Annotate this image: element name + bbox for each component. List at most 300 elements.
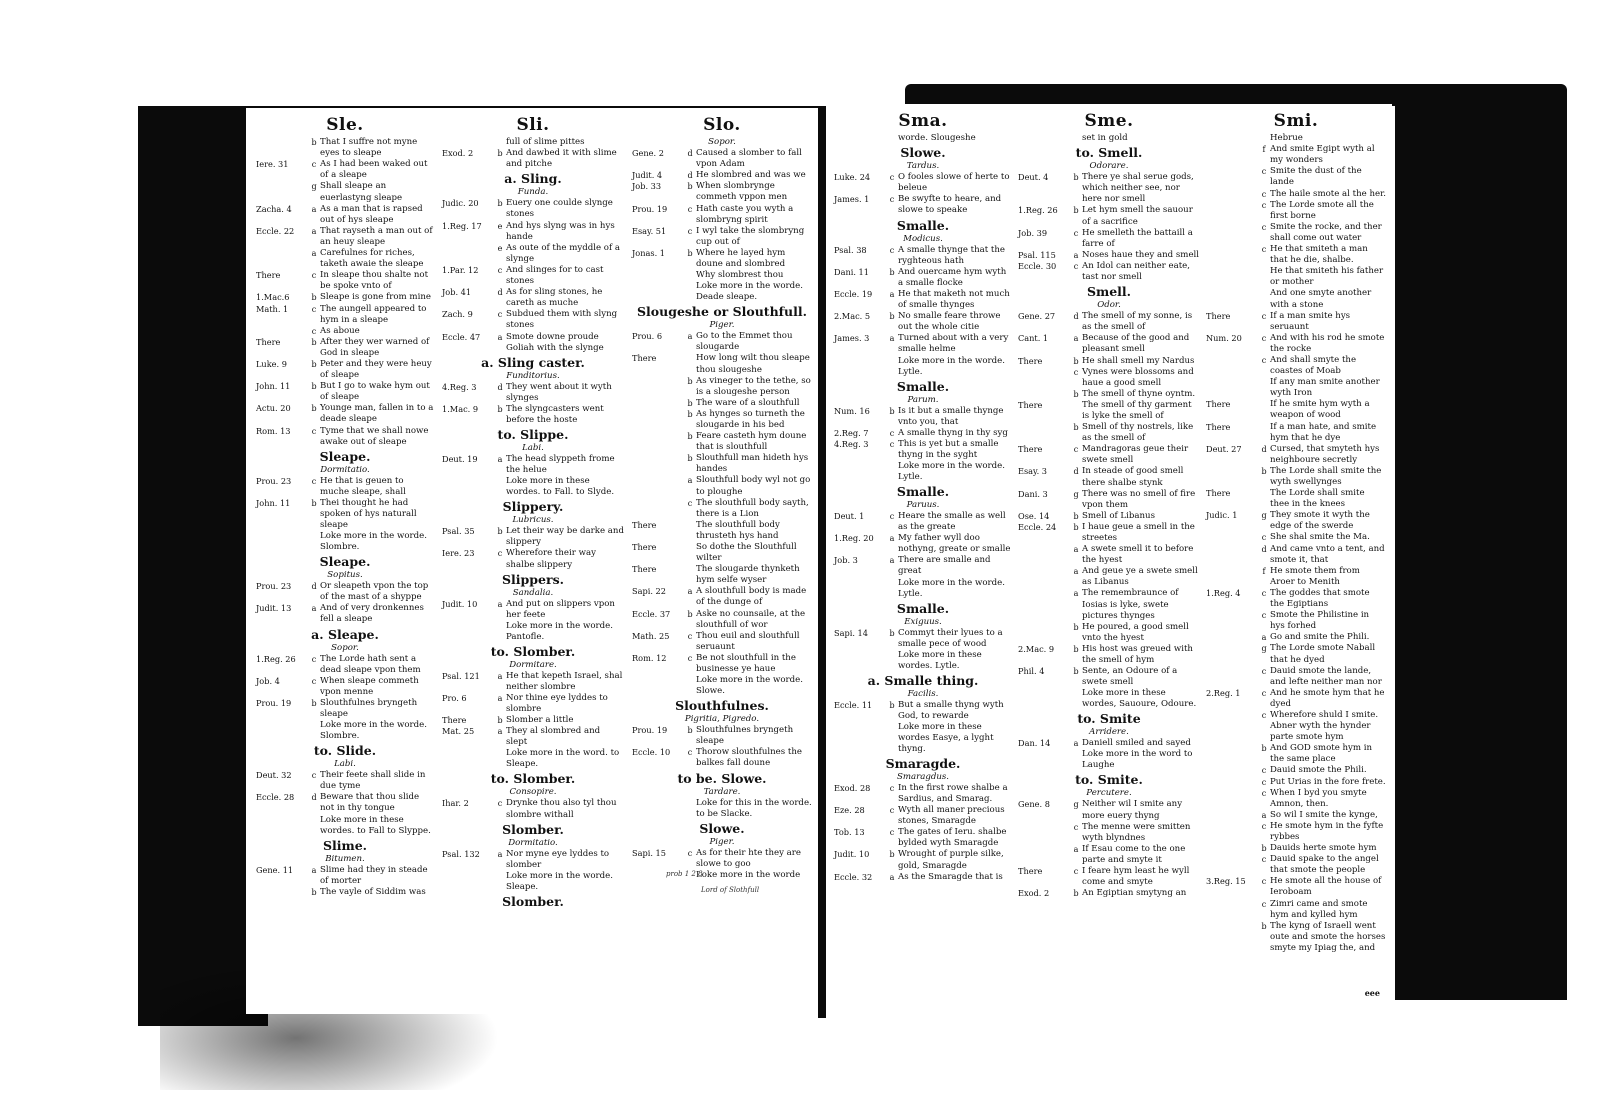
concordance-entry bbox=[834, 194, 1012, 216]
concordance-entry bbox=[834, 267, 1012, 289]
concordance-entry bbox=[1206, 743, 1386, 765]
concordance-entry bbox=[834, 805, 1012, 827]
entry-text: Smell of Libanus bbox=[1082, 510, 1155, 521]
verse-section-letter: b bbox=[1073, 622, 1079, 632]
verse-section-letter: c bbox=[889, 173, 895, 183]
latin-gloss: Parum. bbox=[907, 394, 939, 405]
entry-text: If any man smite another wyth Iron bbox=[1270, 377, 1380, 399]
concordance-entry bbox=[1018, 799, 1200, 821]
scripture-reference bbox=[1206, 899, 1258, 921]
entry-text: As vineger to the tethe, so is a slougeshe person bbox=[696, 375, 811, 397]
scripture-reference: There bbox=[632, 353, 657, 364]
verse-section-letter: c bbox=[1073, 228, 1079, 238]
verse-section-letter: b bbox=[687, 182, 693, 192]
verse-section-letter: b bbox=[687, 609, 693, 619]
entry-text: Smite the dust of the lande bbox=[1270, 166, 1362, 188]
scripture-reference: Exod. 28 bbox=[834, 782, 871, 793]
concordance-entry bbox=[1206, 200, 1386, 222]
verse-section-letter: c bbox=[497, 265, 503, 275]
concordance-entry bbox=[1018, 333, 1200, 355]
verse-section-letter: b bbox=[1261, 844, 1267, 854]
concordance-entry bbox=[256, 770, 434, 792]
latin-gloss: Sopor. bbox=[331, 642, 359, 653]
entry-text: That I suffre not myne eyes to sleape bbox=[320, 137, 418, 159]
scripture-reference bbox=[1206, 144, 1258, 166]
concordance-entry bbox=[1206, 710, 1386, 743]
verse-section-letter: a bbox=[889, 556, 895, 566]
concordance-entry bbox=[1206, 854, 1386, 876]
right-page bbox=[826, 104, 1392, 1004]
entry-text: The Lorde shall smite thee in the knees bbox=[1270, 488, 1365, 510]
entry-text: He slombred and was we bbox=[696, 170, 806, 181]
concordance-entry bbox=[834, 245, 1012, 267]
entry-text: No smalle feare throwe out the whole citie bbox=[898, 311, 1001, 333]
concordance-entry bbox=[1206, 444, 1386, 466]
concordance-entry bbox=[1018, 511, 1200, 522]
entry-text: A slouthfull body is made of the dunge of bbox=[696, 586, 807, 608]
scripture-reference bbox=[1206, 466, 1258, 488]
concordance-entry bbox=[442, 332, 624, 354]
concordance-entry bbox=[834, 783, 1012, 805]
scripture-reference: Gene. 11 bbox=[256, 864, 294, 875]
verse-section-letter: c bbox=[1261, 333, 1267, 343]
entry-text: And put on slippers vpon her feete bbox=[506, 598, 615, 620]
latin-gloss: Piger. bbox=[709, 320, 735, 331]
entry-text: He shall smell my Nardus bbox=[1082, 355, 1195, 366]
concordance-entry bbox=[442, 798, 624, 820]
verse-section-letter: c bbox=[889, 195, 895, 205]
scripture-reference bbox=[632, 376, 684, 398]
concordance-entry bbox=[256, 337, 434, 359]
scripture-reference: Psal. 38 bbox=[834, 244, 867, 255]
entry-text: Beware that thou slide not in thy tongue bbox=[320, 792, 420, 814]
entry-text: Daniell smiled and sayed bbox=[1082, 738, 1191, 749]
entry-text: He poured, a good smell vnto the hyest bbox=[1082, 621, 1189, 643]
verse-section-letter: c bbox=[497, 310, 503, 320]
entry-text: The head slyppeth frome the helue bbox=[506, 454, 615, 476]
entry-text: Smite the rocke, and ther shall come out water bbox=[1270, 221, 1382, 243]
verse-section-letter: c bbox=[889, 806, 895, 816]
scripture-reference: Judic. 20 bbox=[442, 198, 479, 209]
entry-text: Smell of thy nostrels, like as the smell of bbox=[1082, 422, 1194, 444]
concordance-entry bbox=[1018, 261, 1200, 283]
latin-gloss: Arridere. bbox=[1089, 727, 1129, 738]
headword: a. Sling caster. bbox=[481, 354, 585, 370]
verse-section-letter bbox=[1258, 399, 1270, 421]
concordance-entry bbox=[1018, 622, 1200, 644]
entry-text: Zimri came and smote hym and kylled hym bbox=[1270, 898, 1368, 920]
verse-section-letter: c bbox=[687, 204, 693, 214]
scripture-reference: Judit. 10 bbox=[834, 849, 870, 860]
entry-text: The smell of thy garment is lyke the smell of bbox=[1082, 399, 1192, 421]
scripture-reference: Deut. 4 bbox=[1018, 172, 1049, 183]
entry-text: His host was greued with the smell of hym bbox=[1082, 643, 1193, 666]
scripture-reference: 1.Reg. 26 bbox=[1018, 205, 1058, 216]
verse-section-letter: e bbox=[497, 221, 503, 231]
verse-section-letter: b bbox=[889, 406, 895, 416]
scripture-reference bbox=[632, 409, 684, 431]
scripture-reference: 1.Mac.6 bbox=[256, 292, 290, 303]
verse-section-letter: d bbox=[1073, 312, 1079, 322]
concordance-entry bbox=[1206, 144, 1386, 166]
entry-text: Dauid smote the Phili. bbox=[1270, 765, 1367, 776]
entry-text: As a man that is rapsed out of hys sleape bbox=[320, 203, 423, 225]
concordance-entry bbox=[1206, 544, 1386, 566]
entry-text: Mandragoras geue their swete smell bbox=[1082, 444, 1189, 466]
verse-section-letter: c bbox=[1261, 533, 1267, 543]
headword: Smaragde. bbox=[885, 755, 961, 771]
entry-text: Subdued them with slyng stones bbox=[506, 309, 618, 331]
verse-section-letter bbox=[886, 133, 898, 144]
verse-section-letter: a bbox=[497, 694, 503, 703]
concordance-entry bbox=[442, 404, 624, 426]
scripture-reference: Prou. 19 bbox=[256, 697, 292, 708]
concordance-entry bbox=[442, 671, 624, 693]
scripture-reference bbox=[1206, 566, 1258, 588]
scripture-reference bbox=[1018, 367, 1070, 389]
concordance-entry bbox=[1018, 172, 1200, 205]
scripture-reference: 2.Reg. 7 bbox=[834, 427, 869, 438]
verse-section-letter: c bbox=[1261, 710, 1267, 720]
concordance-entry bbox=[632, 520, 812, 542]
verse-section-letter bbox=[1258, 488, 1270, 510]
headword: Smalle. bbox=[896, 483, 950, 499]
verse-section-letter: g bbox=[1073, 800, 1079, 810]
entry-text: He smote hym in the fyfte rybbes bbox=[1270, 820, 1384, 842]
verse-section-letter: d bbox=[497, 382, 503, 392]
concordance-entry bbox=[1206, 666, 1386, 688]
verse-section-letter bbox=[1258, 266, 1270, 288]
verse-section-letter: c bbox=[687, 748, 693, 758]
cross-reference-note: Loke more in the word. to Sleape. bbox=[506, 748, 620, 770]
entry-text: Sleape is gone from mine bbox=[320, 292, 431, 303]
concordance-entry bbox=[442, 454, 624, 476]
entry-text: smyte my Ipiag the, and bbox=[1270, 942, 1376, 953]
headword: to. Slide. bbox=[313, 743, 377, 759]
concordance-entry bbox=[834, 406, 1012, 428]
scripture-reference: 1.Par. 12 bbox=[442, 264, 479, 275]
concordance-entry bbox=[442, 243, 624, 265]
scripture-reference: Dani. 11 bbox=[834, 266, 869, 277]
concordance-entry bbox=[256, 498, 434, 531]
concordance-entry bbox=[442, 526, 624, 548]
entry-text: If a man smite hys seruaunt bbox=[1270, 310, 1351, 332]
entry-text: Thou euil and slouthfull seruaunt bbox=[696, 630, 800, 652]
verse-section-letter: b bbox=[889, 850, 895, 860]
latin-gloss: Odor. bbox=[1097, 300, 1121, 311]
entry-text: Be not slouthfull in the businesse ye haue bbox=[696, 652, 796, 675]
verse-section-letter: c bbox=[1073, 866, 1079, 876]
scripture-reference: 4.Reg. 3 bbox=[834, 438, 869, 449]
scripture-reference: Eccle. 19 bbox=[834, 288, 873, 299]
cross-reference-note: Loke more in the worde bbox=[696, 869, 801, 880]
verse-section-letter: c bbox=[311, 326, 317, 336]
entry-text: As for sling stones, he careth as muche bbox=[506, 287, 603, 309]
verse-section-letter: b bbox=[311, 337, 317, 347]
verse-section-letter: c bbox=[497, 799, 503, 809]
entry-text: Noses haue they and smell bbox=[1082, 249, 1200, 260]
concordance-entry bbox=[1018, 466, 1200, 488]
concordance-entry bbox=[632, 270, 812, 281]
concordance-entry bbox=[442, 693, 624, 715]
entry-text: Because of the good and pleasant smell bbox=[1082, 333, 1190, 355]
entry-text: And came vnto a tent, and smote it, that bbox=[1270, 543, 1385, 565]
verse-section-letter: b bbox=[1261, 921, 1267, 931]
column-running-head: Slo. bbox=[703, 115, 741, 135]
scripture-reference bbox=[1018, 544, 1070, 566]
scripture-reference: Num. 16 bbox=[834, 405, 870, 416]
scripture-reference: James. 1 bbox=[834, 194, 870, 205]
verse-section-letter: b bbox=[1073, 522, 1079, 532]
headword: Smell. bbox=[1086, 284, 1132, 300]
headword: to. Smell. bbox=[1075, 145, 1143, 161]
entry-text: Wyth all maner precious stones, Smaragde bbox=[898, 805, 1005, 827]
concordance-entry bbox=[256, 304, 434, 326]
scripture-reference bbox=[632, 475, 684, 497]
entry-text: He smote all the house of Ieroboam bbox=[1270, 876, 1382, 898]
cross-reference-note: Loke more in the worde. Slombre. bbox=[320, 720, 427, 742]
latin-gloss: Percutere. bbox=[1086, 788, 1132, 799]
concordance-entry bbox=[834, 849, 1012, 871]
scripture-reference: Prou. 23 bbox=[256, 475, 292, 486]
entry-text: And one smyte another with a stone bbox=[1270, 288, 1372, 310]
concordance-entry bbox=[632, 747, 812, 769]
entry-text: Hebrue bbox=[1270, 133, 1303, 144]
verse-section-letter: b bbox=[1073, 889, 1079, 899]
entry-text: The kyng of Israell went oute and smote the horses bbox=[1270, 920, 1386, 942]
verse-section-letter: c bbox=[889, 828, 895, 838]
entry-text: Vynes were blossoms and haue a good smell bbox=[1082, 366, 1194, 388]
latin-gloss: Tardare. bbox=[703, 786, 741, 797]
entry-text: Younge man, fallen in to a deade sleape bbox=[320, 403, 434, 425]
concordance-entry bbox=[632, 564, 812, 586]
latin-gloss: Sopitus. bbox=[327, 570, 363, 581]
entry-text: And ouercame hym wyth a smalle flocke bbox=[898, 266, 1007, 288]
scripture-reference: Eccle. 24 bbox=[1018, 521, 1057, 532]
concordance-entry bbox=[1018, 544, 1200, 566]
concordance-entry bbox=[1018, 566, 1200, 588]
concordance-entry bbox=[1206, 643, 1386, 665]
entry-text: My father wyll doo nothyng, greate or smalle bbox=[898, 533, 1011, 555]
verse-section-letter bbox=[684, 564, 696, 586]
scripture-reference bbox=[1206, 166, 1258, 188]
verse-section-letter: c bbox=[311, 160, 317, 170]
verse-section-letter: a bbox=[1073, 334, 1079, 344]
verse-section-letter bbox=[1258, 422, 1270, 444]
verse-section-letter: d bbox=[1261, 544, 1267, 554]
entry-text: And geue ye a swete smell as Libanus bbox=[1082, 566, 1198, 588]
concordance-entry bbox=[1018, 389, 1200, 400]
scripture-reference: Psal. 132 bbox=[442, 848, 480, 859]
right-column-2 bbox=[1018, 111, 1200, 899]
scripture-reference: Judit. 10 bbox=[442, 598, 478, 609]
entry-text: She shal smite the Ma. bbox=[1270, 532, 1370, 543]
cross-reference-note: Loke more in the worde. Deade sleape. bbox=[696, 281, 803, 303]
headword: to. Slomber. bbox=[490, 771, 576, 787]
scripture-reference: Prou. 6 bbox=[632, 331, 663, 342]
concordance-entry bbox=[1206, 288, 1386, 310]
concordance-entry bbox=[834, 555, 1012, 577]
verse-section-letter: c bbox=[1261, 167, 1267, 177]
verse-section-letter: b bbox=[1073, 173, 1079, 183]
verse-section-letter: b bbox=[311, 359, 317, 369]
verse-section-letter: c bbox=[1261, 788, 1267, 798]
latin-gloss: Piger. bbox=[709, 836, 735, 847]
scripture-reference: Rom. 12 bbox=[632, 652, 667, 663]
concordance-entry bbox=[1206, 921, 1386, 943]
concordance-entry bbox=[256, 698, 434, 720]
concordance-entry bbox=[442, 148, 624, 170]
verse-section-letter: c bbox=[889, 245, 895, 255]
cross-reference-note: Loke more in the worde. Pantofle. bbox=[506, 620, 613, 642]
concordance-entry bbox=[1206, 377, 1386, 399]
concordance-entry bbox=[1018, 588, 1200, 621]
entry-text: Aske no counsaile, at the slouthfull of wor bbox=[696, 608, 806, 630]
verse-section-letter: b bbox=[1073, 206, 1079, 216]
verse-section-letter: c bbox=[889, 783, 895, 793]
concordance-entry bbox=[834, 439, 1012, 461]
scripture-reference: Dan. 14 bbox=[1018, 738, 1051, 749]
entry-text: Sente, an Odoure of a swete smell bbox=[1082, 666, 1178, 688]
entry-text: He that is geuen to muche sleape, shall bbox=[320, 475, 406, 497]
verse-section-letter: c bbox=[1261, 821, 1267, 831]
scripture-reference: Eccle. 28 bbox=[256, 792, 295, 803]
entry-text: The haile smote al the her. bbox=[1270, 188, 1386, 199]
scripture-reference bbox=[442, 243, 494, 265]
entry-text: Neither wil I smite any more euery thyng bbox=[1082, 799, 1183, 821]
verse-section-letter: b bbox=[311, 698, 317, 708]
concordance-entry bbox=[1018, 866, 1200, 888]
concordance-entry bbox=[1206, 311, 1386, 333]
latin-gloss: Exiguus. bbox=[904, 616, 942, 627]
concordance-entry bbox=[1206, 610, 1386, 632]
entry-text: The slougarde thynketh hym selfe wyser bbox=[696, 564, 800, 586]
headword: Slomber. bbox=[502, 893, 564, 909]
left-page bbox=[246, 108, 818, 1014]
latin-gloss: Modicus. bbox=[903, 233, 943, 244]
concordance-entry bbox=[1206, 588, 1386, 610]
latin-gloss: Consopire. bbox=[509, 787, 557, 798]
entry-text: But I go to wake hym out of sleape bbox=[320, 381, 430, 403]
column-running-head: Smi. bbox=[1273, 111, 1319, 131]
concordance-entry bbox=[834, 827, 1012, 849]
concordance-entry bbox=[1206, 943, 1386, 954]
verse-section-letter: a bbox=[497, 332, 503, 342]
verse-section-letter: b bbox=[687, 398, 693, 408]
column-running-head: Sle. bbox=[326, 115, 364, 135]
scripture-reference: Deut. 19 bbox=[442, 454, 478, 465]
entry-text: Nor thine eye lyddes to slombre bbox=[506, 693, 608, 715]
verse-section-letter: a bbox=[311, 226, 317, 236]
entry-text: The vayle of Siddim was bbox=[320, 886, 426, 897]
scripture-reference bbox=[1206, 266, 1258, 288]
headword: a. Sleape. bbox=[311, 626, 379, 642]
concordance-entry bbox=[1206, 189, 1386, 200]
verse-section-letter: g bbox=[1261, 644, 1267, 654]
scripture-reference: Iere. 31 bbox=[256, 159, 289, 170]
entry-text: In the first rowe shalbe a Sardius, and Smarag. bbox=[898, 782, 1008, 804]
verse-section-letter: a bbox=[889, 534, 895, 544]
verse-section-letter: b bbox=[1261, 466, 1267, 476]
concordance-entry bbox=[256, 654, 434, 676]
verse-section-letter: g bbox=[1073, 489, 1079, 499]
concordance-entry bbox=[1018, 367, 1200, 389]
entry-text: An Egiptian smytyng an bbox=[1082, 888, 1187, 899]
latin-gloss: Labi. bbox=[334, 759, 356, 770]
concordance-entry bbox=[1206, 510, 1386, 532]
scripture-reference: Jonas. 1 bbox=[632, 247, 665, 258]
entry-text: The goddes that smote the Egiptians bbox=[1270, 587, 1370, 610]
column-running-head: Sma. bbox=[898, 111, 948, 131]
scripture-reference bbox=[1018, 622, 1070, 644]
entry-text: He smote them from Aroer to Menith bbox=[1270, 565, 1360, 587]
concordance-entry bbox=[632, 725, 812, 747]
scripture-reference: Cant. 1 bbox=[1018, 333, 1049, 344]
entry-text: There was no smell of fire vpon them bbox=[1082, 488, 1196, 510]
scripture-reference: Prou. 19 bbox=[632, 725, 668, 736]
marginal-note-right: Lord of Slothfull bbox=[701, 886, 760, 894]
verse-section-letter: a bbox=[1073, 567, 1079, 577]
scripture-reference: Eccle. 32 bbox=[834, 871, 873, 882]
concordance-entry bbox=[1206, 422, 1386, 444]
entry-text: The Lorde smote all the first borne bbox=[1270, 199, 1374, 221]
verse-section-letter: b bbox=[889, 628, 895, 638]
concordance-entry bbox=[1206, 333, 1386, 355]
scripture-reference bbox=[1206, 743, 1258, 765]
latin-gloss: Facilis. bbox=[907, 688, 939, 699]
headword: Smalle. bbox=[896, 217, 950, 233]
scripture-reference: Math. 25 bbox=[632, 630, 670, 641]
scripture-reference: Esay. 51 bbox=[632, 225, 667, 236]
concordance-entry bbox=[1206, 777, 1386, 788]
verse-section-letter: c bbox=[1261, 222, 1267, 232]
verse-section-letter: b bbox=[311, 293, 317, 303]
entry-text: If he smite hym wyth a weapon of wood bbox=[1270, 399, 1370, 421]
verse-section-letter: f bbox=[1262, 145, 1266, 155]
scripture-reference: There bbox=[1018, 865, 1043, 876]
verse-section-letter: b bbox=[687, 376, 693, 386]
verse-section-letter: c bbox=[1073, 822, 1079, 832]
headword: a. Smalle thing. bbox=[867, 672, 979, 688]
entry-text: They went about it wyth slynges bbox=[506, 381, 612, 403]
scripture-reference: There bbox=[632, 519, 657, 530]
concordance-entry bbox=[1018, 888, 1200, 899]
scripture-reference: 2.Mac. 9 bbox=[1018, 643, 1055, 654]
scripture-reference bbox=[1206, 765, 1258, 776]
scripture-reference bbox=[1206, 632, 1258, 643]
scripture-reference bbox=[1206, 777, 1258, 788]
verse-section-letter: b bbox=[497, 199, 503, 209]
entry-text: Heare the smalle as well as the greate bbox=[898, 510, 1006, 533]
entry-text: Thorow slouthfulnes the balkes fall doune bbox=[696, 747, 802, 769]
scripture-reference bbox=[1206, 133, 1258, 144]
concordance-entry bbox=[1206, 821, 1386, 843]
verse-section-letter: a bbox=[1261, 633, 1267, 643]
verse-section-letter bbox=[494, 137, 506, 148]
verse-section-letter bbox=[1258, 943, 1270, 954]
concordance-entry bbox=[442, 548, 624, 570]
concordance-entry bbox=[834, 511, 1012, 533]
entry-text: Euery one coulde slynge stones bbox=[506, 198, 613, 220]
page-folio: eee bbox=[1364, 988, 1380, 998]
latin-gloss: Dormitare. bbox=[509, 659, 557, 670]
entry-text: Their feete shall slide in due tyme bbox=[320, 770, 426, 792]
scripture-reference: James. 3 bbox=[834, 333, 870, 344]
concordance-entry bbox=[834, 172, 1012, 194]
verse-section-letter: b bbox=[497, 527, 503, 537]
scripture-reference: There bbox=[1018, 355, 1043, 366]
concordance-entry bbox=[834, 289, 1012, 311]
